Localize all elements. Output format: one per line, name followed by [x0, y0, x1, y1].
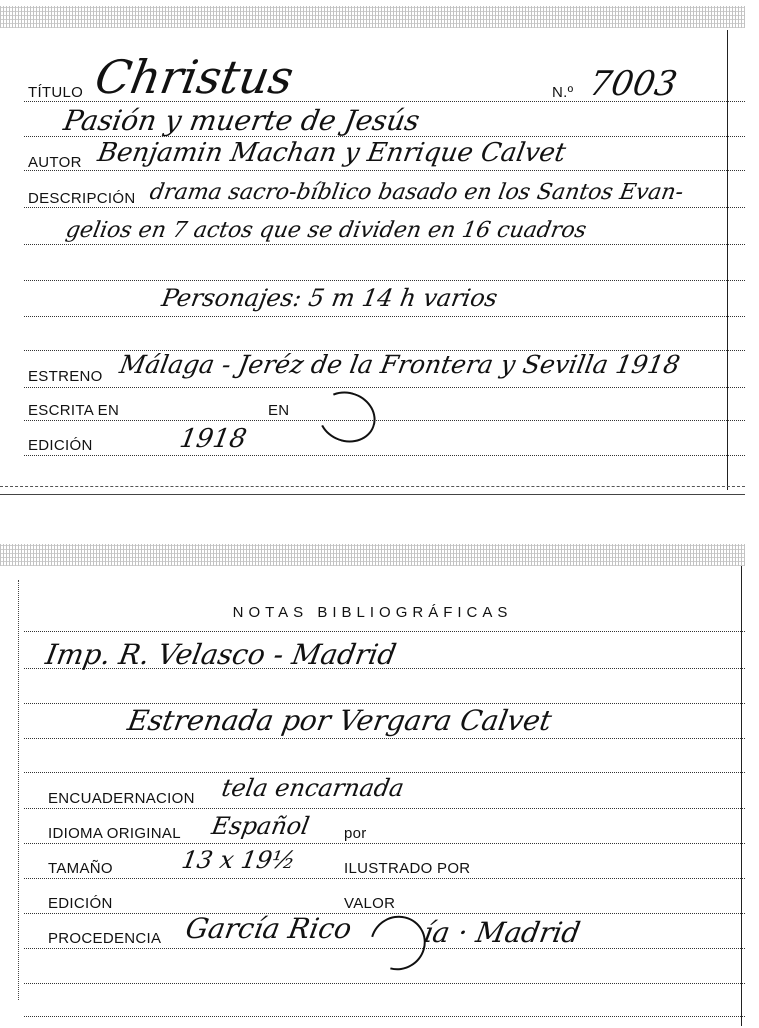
rule-line	[24, 455, 745, 456]
rule-line	[24, 983, 745, 984]
rule-line	[24, 843, 745, 844]
tamano-label: TAMAÑO	[48, 860, 113, 877]
subtitulo-value: Pasión y muerte de Jesús	[61, 104, 423, 137]
titulo-label: TÍTULO	[28, 84, 84, 101]
rule-line	[24, 316, 745, 317]
procedencia-label: PROCEDENCIA	[48, 930, 162, 947]
notes-line-2: Estrenada por Vergara Calvet	[125, 704, 555, 737]
por-label: por	[344, 825, 367, 842]
titulo-value: Christus	[91, 50, 298, 104]
edicion-value: 1918	[177, 424, 249, 454]
rule-line	[24, 420, 745, 421]
rule-line	[24, 808, 745, 809]
numero-value: 7003	[586, 64, 681, 104]
valor-label: VALOR	[344, 895, 396, 912]
edicion-label: EDICIÓN	[28, 437, 93, 454]
encuadernacion-value: tela encarnada	[219, 774, 407, 802]
page-separator	[0, 494, 745, 495]
estreno-value: Málaga - Jeréz de la Frontera y Sevilla 1918	[117, 350, 683, 379]
rule-line	[24, 738, 745, 739]
idioma-label: IDIOMA ORIGINAL	[48, 825, 181, 842]
notes-line-1: Imp. R. Velasco - Madrid	[43, 638, 399, 671]
edicion-label-2: EDICIÓN	[48, 895, 113, 912]
rule-line	[24, 207, 745, 208]
descripcion-value-line2: gelios en 7 actos que se dividen en 16 cuadros	[63, 218, 589, 243]
rule-line	[24, 170, 745, 171]
card-left-border	[18, 580, 19, 1000]
rule-line	[24, 631, 745, 632]
card-right-border	[727, 30, 728, 490]
card-top-edge	[0, 544, 745, 566]
card-bottom-edge	[0, 486, 745, 487]
rule-line	[24, 387, 745, 388]
numero-label: N.º	[552, 84, 574, 101]
estreno-label: ESTRENO	[28, 368, 103, 385]
ilustrado-label: ILUSTRADO POR	[344, 860, 471, 877]
personajes-value: Personajes: 5 m 14 h varios	[159, 284, 500, 312]
encuadernacion-label: ENCUADERNACION	[48, 790, 195, 807]
notas-heading: NOTAS BIBLIOGRÁFICAS	[232, 604, 513, 621]
procedencia-value-2: ía · Madrid	[421, 916, 583, 949]
procedencia-value-1: García Rico	[183, 912, 355, 945]
en-label: EN	[268, 402, 290, 419]
tamano-value: 13 x 19½	[179, 846, 298, 874]
card-right-border	[741, 566, 742, 1026]
descripcion-label: DESCRIPCIÓN	[28, 190, 136, 207]
rule-line	[24, 878, 745, 879]
rule-line	[24, 772, 745, 773]
rule-line	[24, 1016, 745, 1017]
rule-line	[24, 280, 745, 281]
card-top-edge	[0, 6, 745, 28]
rule-line	[24, 913, 745, 914]
escrita-en-label: ESCRITA EN	[28, 402, 120, 419]
autor-value: Benjamin Machan y Enrique Calvet	[95, 138, 569, 168]
rule-line	[24, 244, 745, 245]
idioma-value: Español	[209, 812, 312, 840]
descripcion-value-line1: drama sacro-bíblico basado en los Santos Evan-	[147, 180, 686, 205]
autor-label: AUTOR	[28, 154, 82, 171]
